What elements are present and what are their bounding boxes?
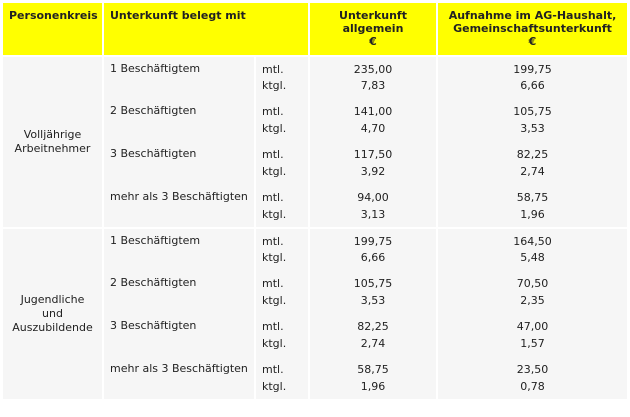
value-cell: 2,35 (437, 292, 628, 314)
category-cell: 1 Beschäftigtem (103, 228, 255, 271)
header-currency: € (528, 35, 537, 48)
unit-cell: ktgl. (255, 163, 309, 185)
value-cell: 141,00 (309, 99, 437, 120)
header-row (2, 2, 628, 56)
group-label-line: Jugendliche (20, 293, 85, 306)
value-cell: 117,50 (309, 142, 437, 163)
header-personenkreis: Personenkreis (2, 2, 103, 56)
value-cell: 1,96 (309, 378, 437, 400)
value-cell: 82,25 (437, 142, 628, 163)
value-cell: 94,00 (309, 185, 437, 206)
unit-cell: ktgl. (255, 378, 309, 400)
header-unterkunft-allgemein (309, 2, 437, 56)
group-label (2, 228, 103, 400)
accommodation-rates-table (1, 1, 629, 401)
category-cell: 2 Beschäftigten (103, 271, 255, 314)
value-cell: 4,70 (309, 120, 437, 142)
value-cell: 235,00 (309, 56, 437, 77)
value-cell: 105,75 (309, 271, 437, 292)
value-cell: 105,75 (437, 99, 628, 120)
value-cell: 70,50 (437, 271, 628, 292)
value-cell: 2,74 (309, 335, 437, 357)
value-cell: 6,66 (437, 77, 628, 99)
value-cell: 3,92 (309, 163, 437, 185)
header-line: Gemeinschaftsunterkunft (453, 22, 612, 35)
unit-cell: mtl. (255, 56, 309, 77)
group-label-line: Arbeitnehmer (14, 142, 91, 155)
category-cell: mehr als 3 Beschäftigten (103, 185, 255, 228)
unit-cell: mtl. (255, 357, 309, 378)
value-cell: 0,78 (437, 378, 628, 400)
value-cell: 2,74 (437, 163, 628, 185)
header-line: allgemein (342, 22, 404, 35)
header-line: Aufnahme im AG-Haushalt, (448, 9, 617, 22)
value-cell: 6,66 (309, 249, 437, 271)
value-cell: 3,53 (309, 292, 437, 314)
group-label-line: Auszubildende (12, 321, 93, 334)
table-body (2, 56, 628, 400)
value-cell: 199,75 (309, 228, 437, 249)
value-cell: 1,57 (437, 335, 628, 357)
category-cell: 1 Beschäftigtem (103, 56, 255, 99)
unit-cell: mtl. (255, 185, 309, 206)
value-cell: 199,75 (437, 56, 628, 77)
value-cell: 47,00 (437, 314, 628, 335)
header-ag-haushalt (437, 2, 628, 56)
category-cell: mehr als 3 Beschäftigten (103, 357, 255, 400)
value-cell: 1,96 (437, 206, 628, 228)
value-cell: 7,83 (309, 77, 437, 99)
unit-cell: ktgl. (255, 335, 309, 357)
unit-cell: ktgl. (255, 249, 309, 271)
unit-cell: ktgl. (255, 206, 309, 228)
header-currency: € (369, 35, 377, 48)
group-label (2, 56, 103, 228)
value-cell: 164,50 (437, 228, 628, 249)
group-label-line: Volljährige (23, 128, 82, 141)
table-row (2, 56, 628, 77)
unit-cell: mtl. (255, 271, 309, 292)
header-line: Unterkunft (339, 9, 407, 22)
category-cell: 3 Beschäftigten (103, 314, 255, 357)
category-cell: 3 Beschäftigten (103, 142, 255, 185)
value-cell: 58,75 (309, 357, 437, 378)
unit-cell: mtl. (255, 314, 309, 335)
unit-cell: ktgl. (255, 292, 309, 314)
category-cell: 2 Beschäftigten (103, 99, 255, 142)
unit-cell: mtl. (255, 228, 309, 249)
value-cell: 3,13 (309, 206, 437, 228)
unit-cell: mtl. (255, 142, 309, 163)
value-cell: 82,25 (309, 314, 437, 335)
unit-cell: ktgl. (255, 120, 309, 142)
unit-cell: mtl. (255, 99, 309, 120)
group-label-line: und (42, 307, 63, 320)
table-row (2, 228, 628, 249)
unit-cell: ktgl. (255, 77, 309, 99)
header-unterkunft-belegt: Unterkunft belegt mit (103, 2, 309, 56)
value-cell: 5,48 (437, 249, 628, 271)
value-cell: 3,53 (437, 120, 628, 142)
value-cell: 23,50 (437, 357, 628, 378)
value-cell: 58,75 (437, 185, 628, 206)
